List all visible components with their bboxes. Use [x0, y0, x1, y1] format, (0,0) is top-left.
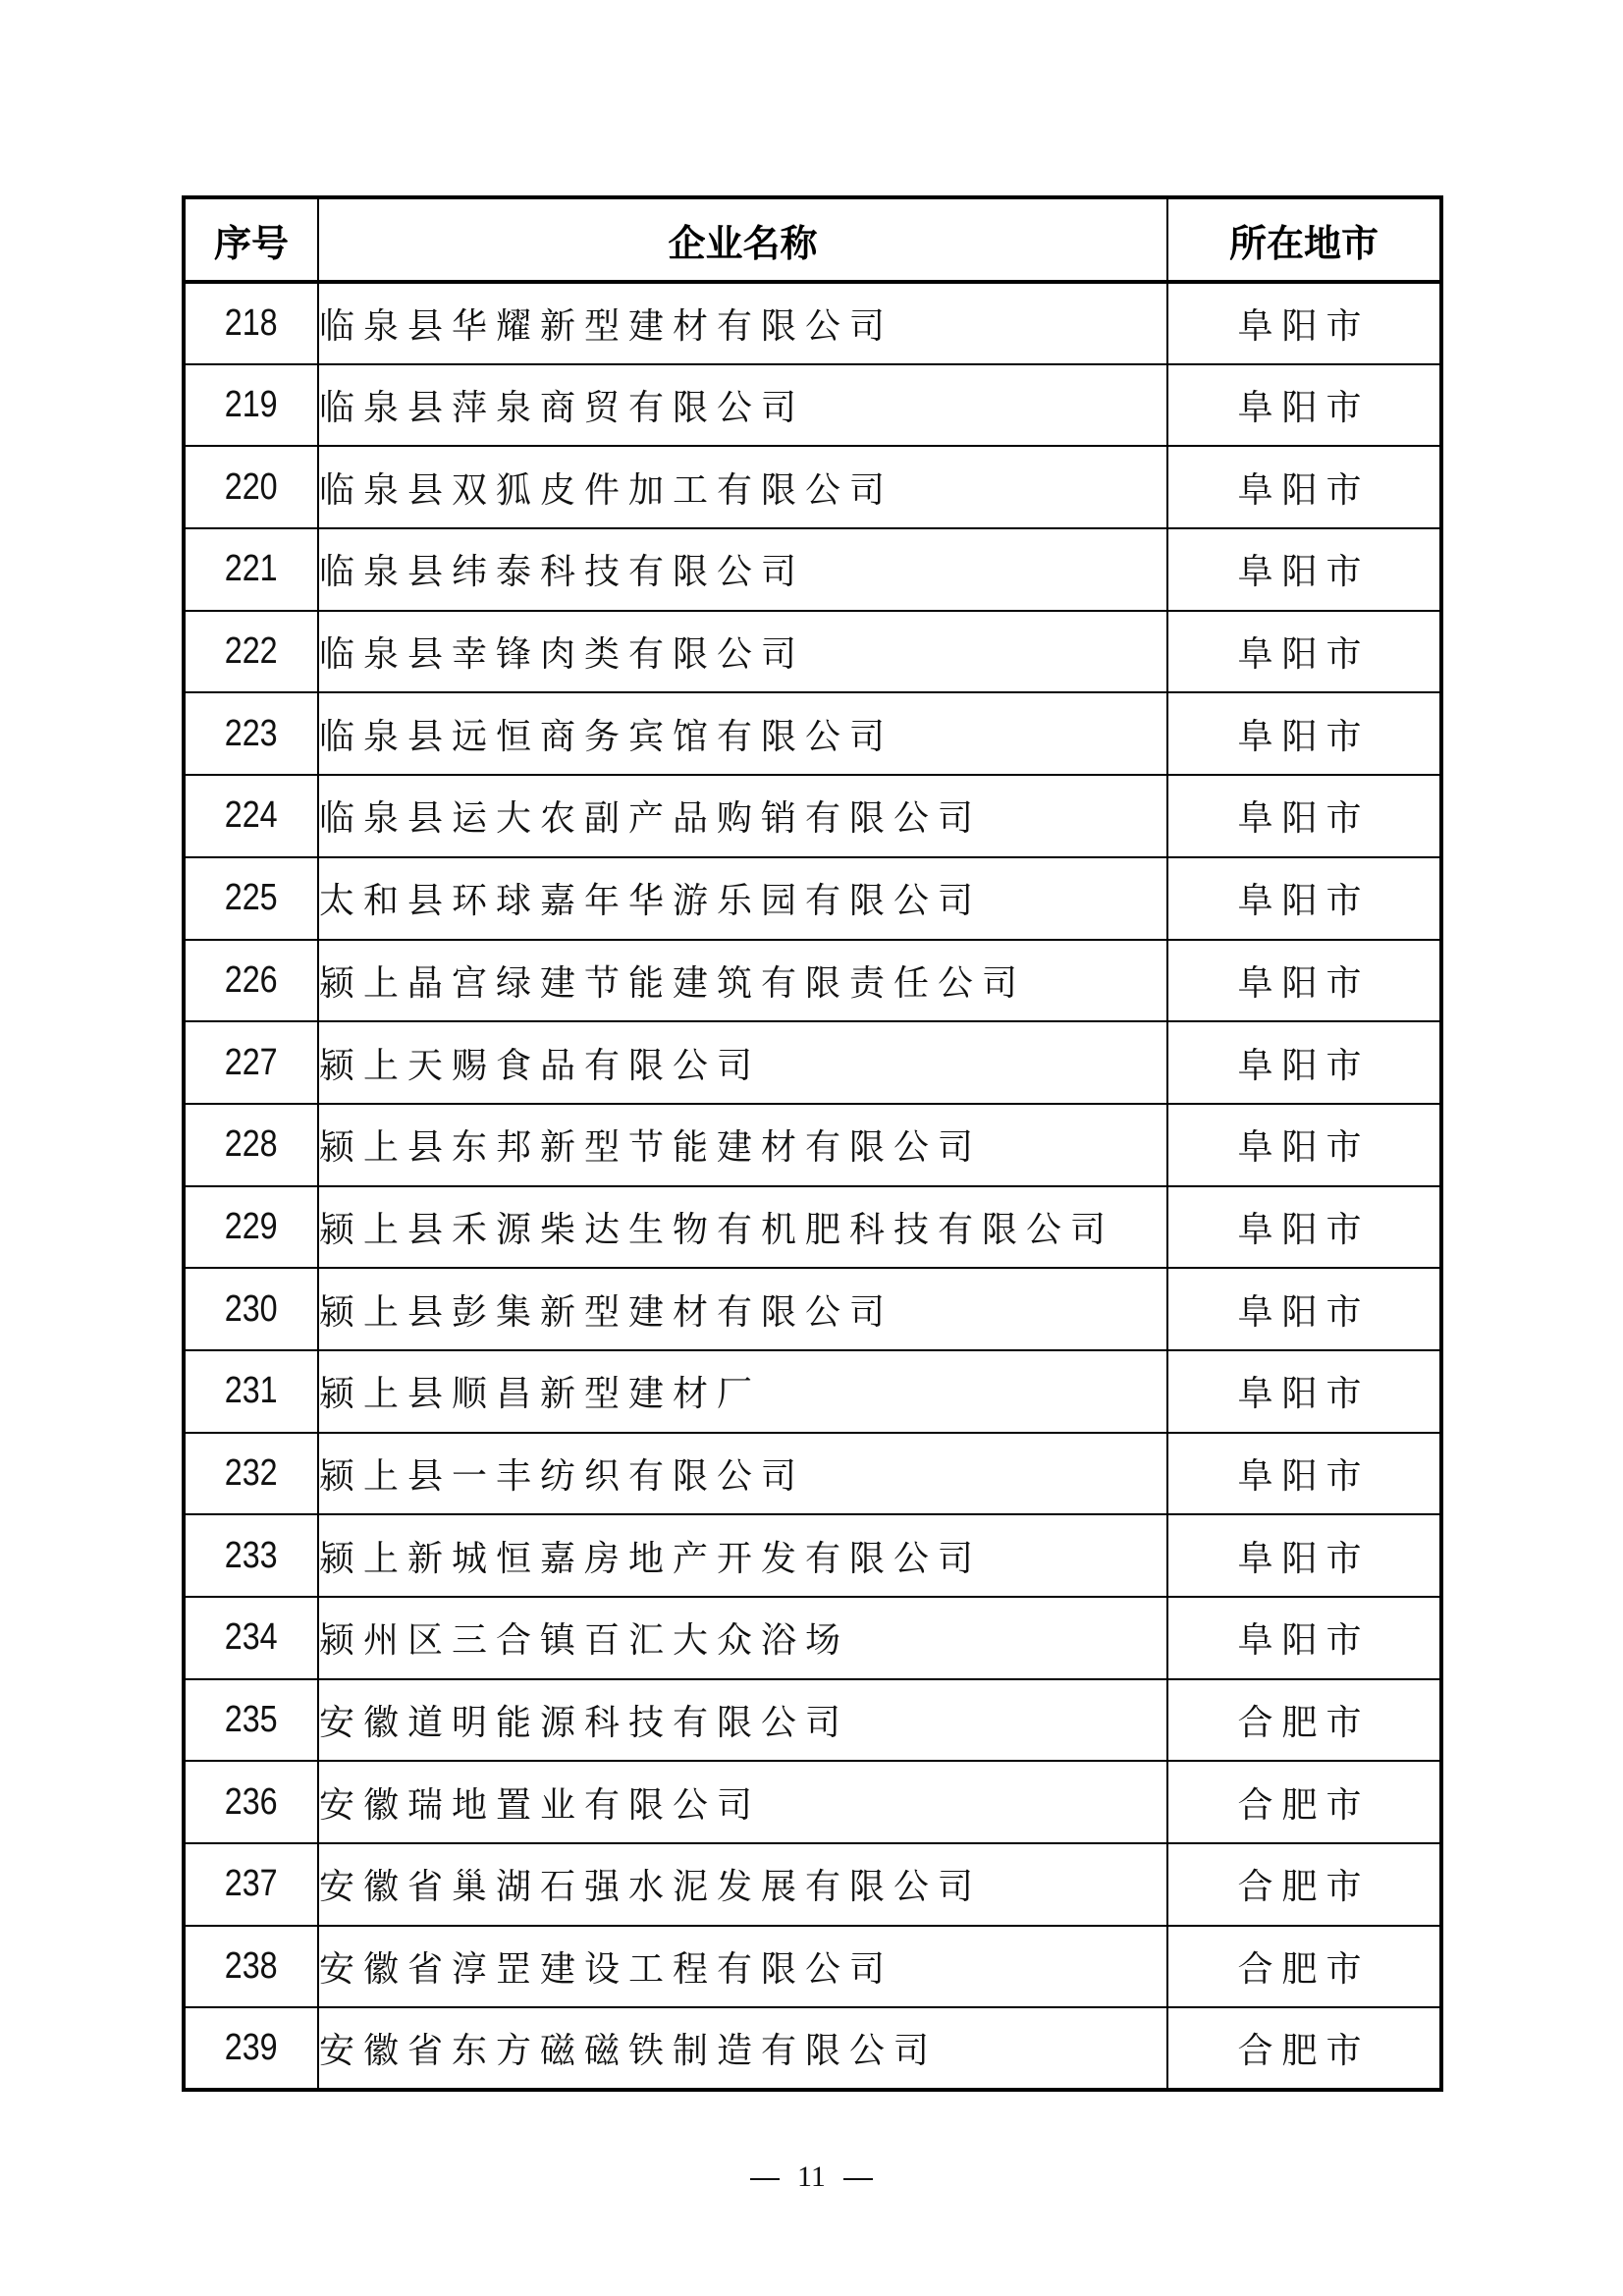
serial-number: 229 [225, 1205, 278, 1247]
city-cell: 阜阳市 [1167, 1268, 1441, 1350]
serial-number: 226 [225, 958, 278, 1001]
enterprise-name-cell: 颍上新城恒嘉房地产开发有限公司 [318, 1514, 1167, 1597]
serial-number: 228 [225, 1123, 278, 1166]
serial-number-cell [184, 1186, 318, 1269]
serial-number: 224 [225, 794, 278, 837]
enterprise-table [182, 195, 1443, 2092]
enterprise-name-cell: 颍上天赐食品有限公司 [318, 1021, 1167, 1104]
enterprise-name-cell: 颍上县顺昌新型建材厂 [318, 1350, 1167, 1433]
table-row [184, 1104, 1441, 1186]
serial-number-cell [184, 775, 318, 857]
serial-number-cell [184, 1433, 318, 1515]
serial-number: 239 [225, 2027, 278, 2069]
serial-number-cell [184, 2007, 318, 2090]
city-cell: 阜阳市 [1167, 528, 1441, 611]
table-row [184, 940, 1441, 1022]
table-header-row [184, 197, 1441, 282]
city-cell: 阜阳市 [1167, 282, 1441, 364]
city-cell: 阜阳市 [1167, 1433, 1441, 1515]
enterprise-name-cell: 安徽道明能源科技有限公司 [318, 1679, 1167, 1762]
serial-number: 235 [225, 1699, 278, 1741]
serial-number-cell [184, 1926, 318, 2008]
serial-number: 237 [225, 1863, 278, 1905]
enterprise-name-cell: 安徽省淳罡建设工程有限公司 [318, 1926, 1167, 2008]
table-row [184, 1679, 1441, 1762]
enterprise-name-cell: 临泉县萍泉商贸有限公司 [318, 364, 1167, 447]
table-row [184, 1350, 1441, 1433]
header-city: 所在地市 [1167, 197, 1441, 282]
serial-number-cell [184, 1679, 318, 1762]
city-cell: 合肥市 [1167, 1926, 1441, 2008]
city-cell: 阜阳市 [1167, 940, 1441, 1022]
serial-number: 234 [225, 1616, 278, 1659]
table-row [184, 1514, 1441, 1597]
table-row [184, 775, 1441, 857]
table-row [184, 2007, 1441, 2090]
enterprise-name-cell: 临泉县运大农副产品购销有限公司 [318, 775, 1167, 857]
enterprise-name-cell: 颍上县禾源柴达生物有机肥科技有限公司 [318, 1186, 1167, 1269]
enterprise-name-cell: 颍上县彭集新型建材有限公司 [318, 1268, 1167, 1350]
enterprise-name-cell: 颍上县一丰纺织有限公司 [318, 1433, 1167, 1515]
table-row [184, 1926, 1441, 2008]
table-row [184, 1186, 1441, 1269]
enterprise-name-cell: 安徽省东方磁磁铁制造有限公司 [318, 2007, 1167, 2090]
table-row [184, 857, 1441, 940]
serial-number-cell [184, 1021, 318, 1104]
city-cell: 阜阳市 [1167, 611, 1441, 693]
dash-left-icon [750, 2178, 780, 2180]
serial-number-cell [184, 857, 318, 940]
serial-number-cell [184, 364, 318, 447]
table-row [184, 364, 1441, 447]
serial-number-cell [184, 940, 318, 1022]
city-cell: 阜阳市 [1167, 1186, 1441, 1269]
city-cell: 阜阳市 [1167, 1514, 1441, 1597]
serial-number: 218 [225, 301, 278, 344]
page-number-value: 11 [797, 2160, 826, 2193]
serial-number-cell [184, 1761, 318, 1843]
serial-number: 222 [225, 630, 278, 673]
city-cell: 合肥市 [1167, 1679, 1441, 1762]
table-row [184, 692, 1441, 775]
serial-number-cell [184, 1350, 318, 1433]
serial-number-cell [184, 1597, 318, 1679]
serial-number: 221 [225, 548, 278, 590]
enterprise-name-cell: 临泉县幸锋肉类有限公司 [318, 611, 1167, 693]
table-row [184, 1268, 1441, 1350]
serial-number: 233 [225, 1534, 278, 1576]
city-cell: 阜阳市 [1167, 1021, 1441, 1104]
enterprise-name-cell: 安徽瑞地置业有限公司 [318, 1761, 1167, 1843]
table-row [184, 282, 1441, 364]
enterprise-name-cell: 颍上晶宫绿建节能建筑有限责任公司 [318, 940, 1167, 1022]
table-row [184, 1597, 1441, 1679]
city-cell: 阜阳市 [1167, 692, 1441, 775]
table-row [184, 1433, 1441, 1515]
city-cell: 阜阳市 [1167, 364, 1441, 447]
city-cell: 阜阳市 [1167, 857, 1441, 940]
header-enterprise-name: 企业名称 [318, 197, 1167, 282]
enterprise-name-cell: 安徽省巢湖石强水泥发展有限公司 [318, 1843, 1167, 1926]
enterprise-name-cell: 临泉县远恒商务宾馆有限公司 [318, 692, 1167, 775]
enterprise-name-cell: 颍上县东邦新型节能建材有限公司 [318, 1104, 1167, 1186]
table-row [184, 1843, 1441, 1926]
city-cell: 阜阳市 [1167, 1104, 1441, 1186]
serial-number: 225 [225, 877, 278, 919]
enterprise-name-cell: 颍州区三合镇百汇大众浴场 [318, 1597, 1167, 1679]
city-cell: 阜阳市 [1167, 775, 1441, 857]
dash-right-icon [843, 2178, 873, 2180]
serial-number: 236 [225, 1780, 278, 1823]
table-row [184, 446, 1441, 528]
serial-number: 227 [225, 1041, 278, 1083]
serial-number-cell [184, 1268, 318, 1350]
city-cell: 阜阳市 [1167, 446, 1441, 528]
table-row [184, 528, 1441, 611]
page-number [0, 2160, 1623, 2194]
enterprise-name-cell: 太和县环球嘉年华游乐园有限公司 [318, 857, 1167, 940]
serial-number: 223 [225, 712, 278, 754]
city-cell: 合肥市 [1167, 2007, 1441, 2090]
city-cell: 阜阳市 [1167, 1597, 1441, 1679]
serial-number: 219 [225, 384, 278, 426]
serial-number: 230 [225, 1287, 278, 1330]
serial-number-cell [184, 611, 318, 693]
city-cell: 阜阳市 [1167, 1350, 1441, 1433]
table-row [184, 1761, 1441, 1843]
header-serial-number: 序号 [184, 197, 318, 282]
serial-number: 232 [225, 1451, 278, 1494]
serial-number: 238 [225, 1945, 278, 1988]
serial-number-cell [184, 528, 318, 611]
serial-number-cell [184, 1104, 318, 1186]
serial-number-cell [184, 1514, 318, 1597]
enterprise-name-cell: 临泉县双狐皮件加工有限公司 [318, 446, 1167, 528]
serial-number: 231 [225, 1370, 278, 1412]
serial-number-cell [184, 446, 318, 528]
enterprise-name-cell: 临泉县华耀新型建材有限公司 [318, 282, 1167, 364]
enterprise-name-cell: 临泉县纬泰科技有限公司 [318, 528, 1167, 611]
serial-number-cell [184, 692, 318, 775]
city-cell: 合肥市 [1167, 1761, 1441, 1843]
city-cell: 合肥市 [1167, 1843, 1441, 1926]
serial-number-cell [184, 1843, 318, 1926]
table-row [184, 611, 1441, 693]
table-row [184, 1021, 1441, 1104]
serial-number-cell [184, 282, 318, 364]
serial-number: 220 [225, 465, 278, 508]
